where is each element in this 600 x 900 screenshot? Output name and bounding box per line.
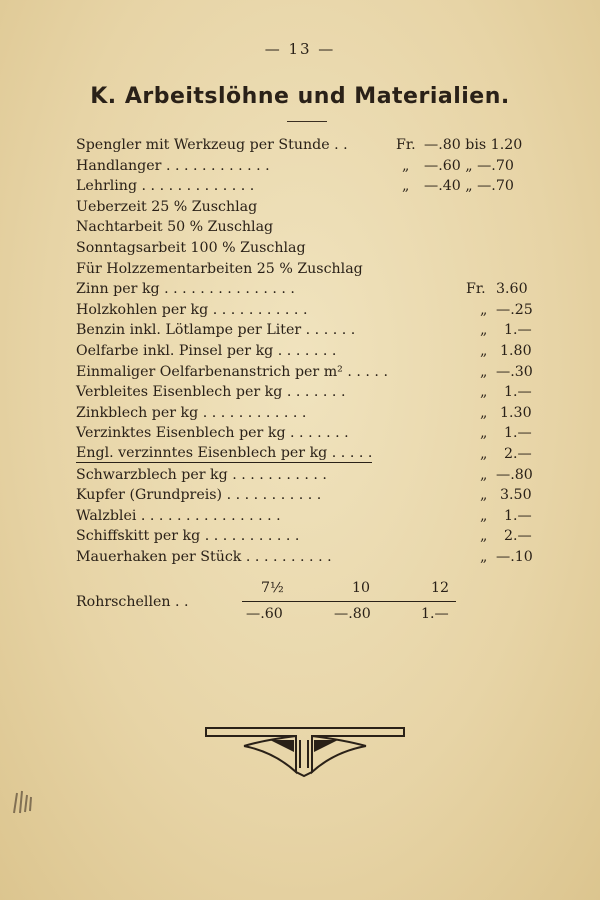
item-prefix: „ <box>402 157 410 174</box>
item-prefix: Fr. <box>396 137 416 153</box>
item-label: Walzblei . . . . . . . . . . . . . . . . <box>76 507 281 524</box>
item-value: 1.— <box>504 425 532 442</box>
item-prefix: „ <box>480 487 488 504</box>
price-row <box>76 444 536 465</box>
price-row <box>76 506 536 527</box>
item-label: Spengler mit Werkzeug per Stunde . . <box>76 137 348 153</box>
price-row <box>76 300 536 321</box>
item-label: Zinkblech per kg . . . . . . . . . . . . <box>76 404 307 421</box>
price-row <box>76 362 536 383</box>
rohrschellen-table <box>76 580 536 630</box>
item-label: Benzin inkl. Lötlampe per Liter . . . . . . <box>76 322 356 339</box>
price-row <box>76 403 536 424</box>
item-label: Oelfarbe inkl. Pinsel per kg . . . . . . . <box>76 342 337 359</box>
item-label: Verbleites Eisenblech per kg . . . . . . . <box>76 384 346 401</box>
price-row <box>76 197 536 218</box>
item-prefix: „ <box>480 301 488 318</box>
price-row <box>76 485 536 506</box>
item-prefix: „ <box>480 342 488 359</box>
item-value: —.40 „ —.70 <box>424 178 514 195</box>
item-value: 1.— <box>504 507 532 524</box>
item-label: Mauerhaken per Stück . . . . . . . . . . <box>76 548 332 565</box>
item-label: Kupfer (Grundpreis) . . . . . . . . . . . <box>76 487 322 504</box>
item-label: Schiffskitt per kg . . . . . . . . . . . <box>76 528 300 545</box>
ink-smudge-icon <box>8 785 38 815</box>
item-value: 1.30 <box>500 404 532 421</box>
item-label: Für Holzzementarbeiten 25 % Zuschlag <box>76 260 363 277</box>
item-prefix: „ <box>480 425 488 442</box>
price-row <box>76 135 536 156</box>
page-number: — 13 — <box>264 40 336 58</box>
item-value: —.60 „ —.70 <box>424 157 514 174</box>
size-price: —.60 <box>246 606 283 622</box>
size-price: —.80 <box>334 606 371 622</box>
item-value: 1.— <box>504 384 532 401</box>
item-value: —.30 <box>496 363 533 380</box>
ornament-bracket-icon <box>204 722 406 782</box>
item-prefix: „ <box>480 507 488 524</box>
price-row <box>76 320 536 341</box>
price-row <box>76 465 536 486</box>
price-row <box>76 279 536 300</box>
item-label: Ueberzeit 25 % Zuschlag <box>76 198 258 215</box>
item-label: Handlanger . . . . . . . . . . . . <box>76 157 270 174</box>
item-label: Einmaliger Oelfarbenanstrich per m² . . . . . <box>76 363 388 380</box>
item-label: Holzkohlen per kg . . . . . . . . . . . <box>76 301 308 318</box>
price-row <box>76 423 536 444</box>
item-prefix: „ <box>480 363 488 380</box>
price-list <box>76 135 536 567</box>
price-row <box>76 238 536 259</box>
item-value: 2.— <box>504 445 532 462</box>
item-prefix: „ <box>480 528 488 545</box>
price-row <box>76 341 536 362</box>
item-label: Zinn per kg . . . . . . . . . . . . . . . <box>76 281 295 298</box>
item-prefix: „ <box>480 384 488 401</box>
price-row <box>76 382 536 403</box>
item-prefix: „ <box>480 322 488 339</box>
size-heading: 7½ <box>261 580 284 596</box>
item-value: 2.— <box>504 528 532 545</box>
item-label: Sonntagsarbeit 100 % Zuschlag <box>76 239 306 256</box>
item-value: 3.50 <box>500 487 532 504</box>
section-title: K. Arbeitslöhne und Materialien. <box>90 84 510 109</box>
item-label: Nachtarbeit 50 % Zuschlag <box>76 219 274 236</box>
item-prefix: „ <box>480 404 488 421</box>
item-prefix: Fr. <box>466 281 486 298</box>
item-value: —.25 <box>496 301 533 318</box>
size-price: 1.— <box>421 606 449 622</box>
item-value: 3.60 <box>496 281 528 298</box>
table-rule <box>242 601 456 602</box>
item-label: Engl. verzinntes Eisenblech per kg . . . . . <box>76 444 373 461</box>
item-prefix: „ <box>480 466 488 483</box>
price-row <box>76 526 536 547</box>
item-value: 1.80 <box>500 342 532 359</box>
item-label: Schwarzblech per kg . . . . . . . . . . . <box>76 466 327 483</box>
item-value: —.80 bis 1.20 <box>424 137 523 153</box>
item-prefix: „ <box>480 548 488 565</box>
item-label: Verzinktes Eisenblech per kg . . . . . . . <box>76 425 349 442</box>
price-row <box>76 259 536 280</box>
size-heading: 12 <box>431 580 450 596</box>
price-row <box>76 156 536 177</box>
item-prefix: „ <box>480 445 488 462</box>
title-rule <box>287 121 327 122</box>
item-prefix: „ <box>402 178 410 195</box>
price-row <box>76 217 536 238</box>
item-value: 1.— <box>504 322 532 339</box>
price-row <box>76 176 536 197</box>
rohrschellen-label: Rohrschellen . . <box>76 594 189 610</box>
size-heading: 10 <box>352 580 371 596</box>
price-row <box>76 547 536 568</box>
item-value: —.10 <box>496 548 533 565</box>
item-label: Lehrling . . . . . . . . . . . . . <box>76 178 255 195</box>
item-value: —.80 <box>496 466 533 483</box>
